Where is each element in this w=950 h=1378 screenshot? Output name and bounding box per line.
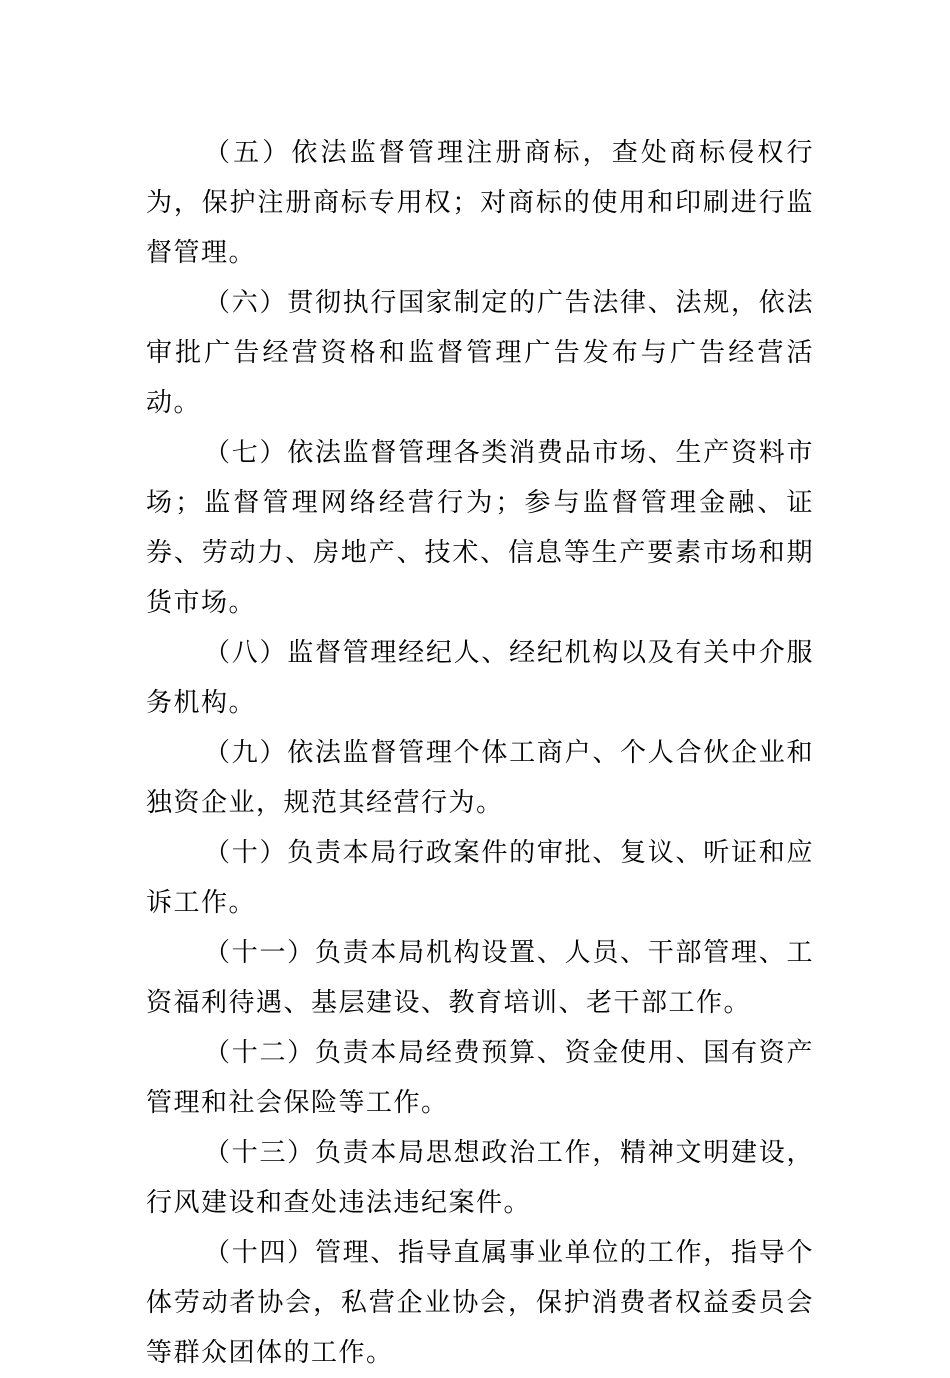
paragraph-item-12: （十二）负责本局经费预算、资金使用、国有资产管理和社会保险等工作。 — [146, 1038, 814, 1118]
paragraph-item-9: （九）依法监督管理个体工商户、个人合伙企业和独资企业，规范其经营行为。 — [146, 738, 814, 818]
paragraph-item-11: （十一）负责本局机构设置、人员、干部管理、工资福利待遇、基层建设、教育培训、老干部工作。 — [146, 938, 814, 1018]
paragraph-item-13: （十三）负责本局思想政治工作，精神文明建设，行风建设和查处违法违纪案件。 — [146, 1138, 814, 1218]
document-body — [146, 128, 814, 1378]
paragraph-item-7: （七）依法监督管理各类消费品市场、生产资料市场；监督管理网络经营行为；参与监督管理金融、证券、劳动力、房地产、技术、信息等生产要素市场和期货市场。 — [146, 438, 814, 618]
paragraph-item-10: （十）负责本局行政案件的审批、复议、听证和应诉工作。 — [146, 838, 814, 918]
paragraph-item-6: （六）贯彻执行国家制定的广告法律、法规，依法审批广告经营资格和监督管理广告发布与广告经营活动。 — [146, 288, 814, 418]
paragraph-item-8: （八）监督管理经纪人、经纪机构以及有关中介服务机构。 — [146, 638, 814, 718]
paragraph-item-5: （五）依法监督管理注册商标，查处商标侵权行为，保护注册商标专用权；对商标的使用和印刷进行监督管理。 — [146, 138, 814, 268]
paragraph-item-14: （十四）管理、指导直属事业单位的工作，指导个体劳动者协会，私营企业协会，保护消费者权益委员会等群众团体的工作。 — [146, 1238, 814, 1368]
